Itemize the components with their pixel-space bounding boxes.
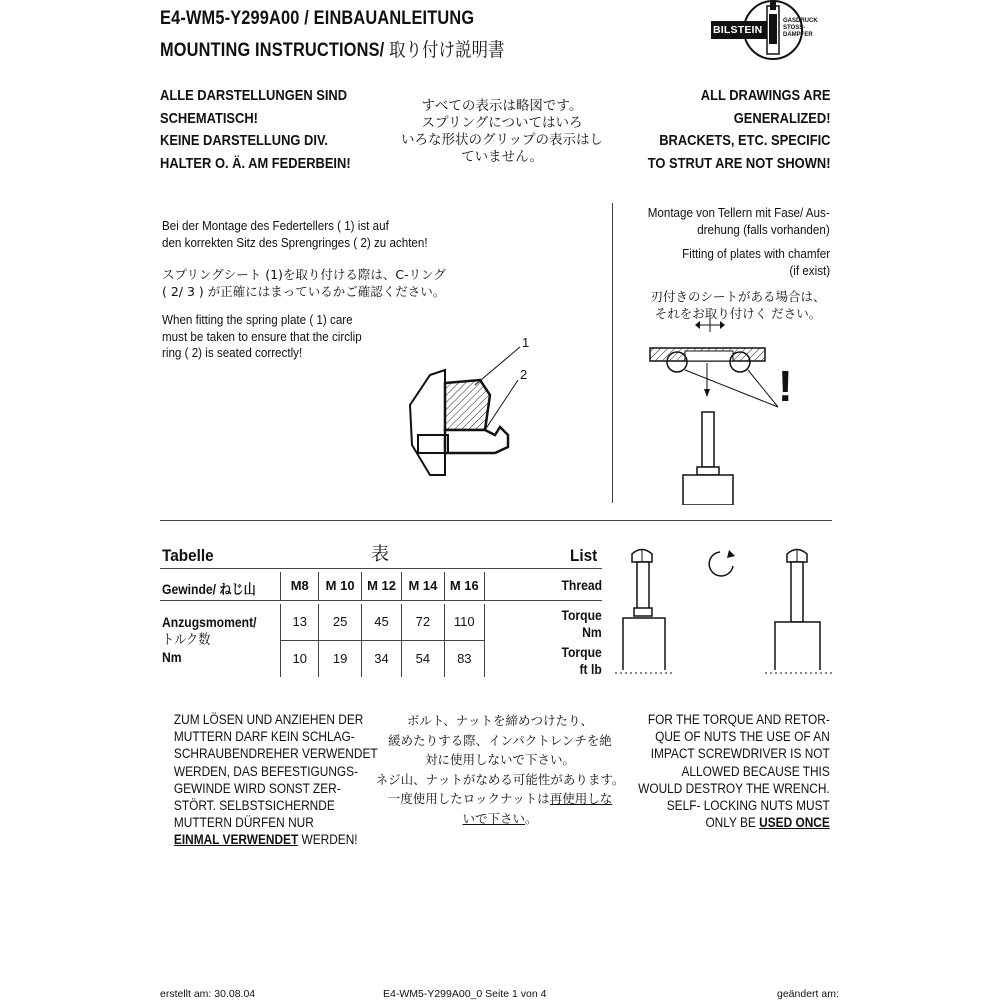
footer-created: erstellt am: 30.08.04 <box>160 988 256 1000</box>
torque-nm-label-en: Torque Nm <box>561 608 602 640</box>
notice-jp: すべての表示は略図です。 スプリングについてはいろ いろな形状のグリップの表示はし ていません。 <box>401 98 603 165</box>
table-top-rule <box>160 568 602 569</box>
callout-2: 2 <box>520 367 528 382</box>
warning-jp: ボルト、ナットを締めつけたり、 緩めたりする際、インパクトレンチを絶 対に使用しないで下さい。 ネジ山、ナットがなめる可能性があります。 一度使用したロックナットは再使用しな いで下さい。 <box>375 713 625 826</box>
doc-title-line1: E4-WM5-Y299A00 / EINBAUANLEITUNG <box>160 8 475 29</box>
thread-sizes-row <box>280 572 485 600</box>
torque-nm-value: 110 <box>444 604 485 640</box>
logo-brand: BILSTEIN <box>713 24 763 36</box>
callout-1: 1 <box>522 335 530 350</box>
thread-size: M 10 <box>318 572 360 600</box>
section-divider-horizontal <box>160 520 832 521</box>
notice-de: ALLE DARSTELLUNGEN SIND SCHEMATISCH! KEINE DARSTELLUNG DIV. HALTER O. Ä. AM FEDERBEIN! <box>160 87 351 172</box>
nut-tightening-drawing <box>615 540 840 680</box>
torque-ftlb-value: 83 <box>444 641 485 677</box>
table-mid-rule <box>160 600 602 601</box>
bilstein-logo <box>705 0 825 60</box>
torque-ftlb-value: 19 <box>318 641 360 677</box>
table-title-de: Tabelle <box>162 546 214 565</box>
torque-ftlb-value: 34 <box>361 641 401 677</box>
torque-ftlb-label-en: Torque ft lb <box>561 645 602 677</box>
spring-plate-de: Bei der Montage des Federtellers ( 1) ist auf den korrekten Sitz des Sprengringes ( 2) zu achten! <box>162 219 428 250</box>
thread-label: Gewinde/ ねじ山 <box>162 582 256 597</box>
thread-size: M 12 <box>361 572 401 600</box>
chamfer-en: Fitting of plates with chamfer (if exist) <box>682 247 830 278</box>
footer-changed: geändert am: <box>777 988 839 1000</box>
thread-size: M 14 <box>401 572 443 600</box>
torque-label: Anzugsmoment/ トルク数 Nm <box>162 615 257 665</box>
doc-title-jp: 取り付け説明書 <box>389 39 505 61</box>
thread-label-en: Thread <box>561 578 602 593</box>
torque-nm-value: 45 <box>361 604 401 640</box>
logo-sub: GASDRUCK STOSS- DÄMPFER <box>783 18 818 38</box>
warning-en: FOR THE TORQUE AND RETOR- QUE OF NUTS THE USE OF AN IMPACT SCREWDRIVER IS NOT ALLOWED BECAUSE THIS WOULD DESTROY THE WRENCH. SELF- LOCKING NUTS MUST ONLY BE USED ONCE <box>638 712 830 831</box>
doc-title-en: MOUNTING INSTRUCTIONS/ <box>160 40 385 61</box>
chamfer-drawing <box>630 315 810 505</box>
footer-page: E4-WM5-Y299A00_0 Seite 1 von 4 <box>383 988 547 1000</box>
torque-nm-value: 25 <box>318 604 360 640</box>
section-divider-vertical <box>612 203 613 503</box>
torque-nm-value: 72 <box>401 604 443 640</box>
torque-values <box>280 604 485 676</box>
thread-size: M 16 <box>444 572 485 600</box>
notice-en: ALL DRAWINGS ARE GENERALIZED! BRACKETS, ETC. SPECIFIC TO STRUT ARE NOT SHOWN! <box>647 87 830 172</box>
chamfer-jp: 刃付きのシートがある場合は、 それをお取り付けく ださい。 <box>650 289 826 321</box>
warning-de: ZUM LÖSEN UND ANZIEHEN DER MUTTERN DARF KEIN SCHLAG- SCHRAUBENDREHER VERWENDET WERDEN, DAS BEFESTIGUNGS- GEWINDE WIRD SONST ZER- STÖRT. SELBSTSICHERNDE MUTTERN DÜRFEN NUR EINMAL VERWENDET WERDEN! <box>173 712 378 848</box>
chamfer-de: Montage von Tellern mit Fase/ Aus- drehung (falls vorhanden) <box>647 206 830 237</box>
thread-size: M8 <box>280 572 318 600</box>
spring-plate-en: When fitting the spring plate ( 1) care must be taken to ensure that the circlip ring ( 2) is seated correctly! <box>162 313 362 360</box>
spring-plate-jp: スプリングシート (1)を取り付ける際は、C-リング ( 2/ 3 ) が正確にはまっているかご確認ください。 <box>162 267 446 299</box>
torque-ftlb-row <box>280 641 485 677</box>
doc-title-line2 <box>160 35 505 62</box>
table-title-jp: 表 <box>371 544 389 565</box>
torque-nm-value: 13 <box>280 604 318 640</box>
torque-ftlb-value: 54 <box>401 641 443 677</box>
exclamation-mark: ! <box>778 362 793 411</box>
circlip-drawing <box>400 335 550 490</box>
table-title-en: List <box>570 546 598 565</box>
torque-nm-row <box>280 604 485 641</box>
torque-ftlb-value: 10 <box>280 641 318 677</box>
